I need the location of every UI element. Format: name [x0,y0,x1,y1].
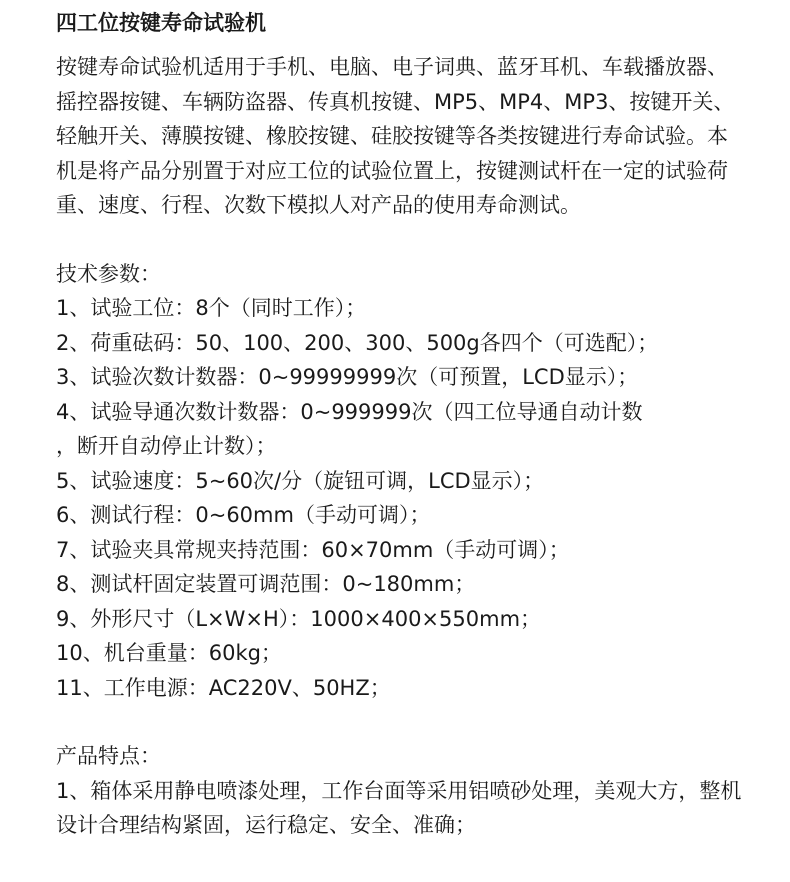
intro-paragraph: 按键寿命试验机适用于手机、电脑、电子词典、蓝牙耳机、车载播放器、摇控器按键、车辆防盗器、传真机按键、MP5、MP4、MP3、按键开关、轻触开关、薄膜按键、橡胶按键、硅胶按键等各类按键进行寿命试验。本机是将产品分别置于对应工位的试验位置上，按键测试杆在一定的试验荷重、速度、行程、次数下模拟人对产品的使用寿命测试。 [56,55,735,217]
document-title: 四工位按键寿命试验机 [56,11,266,35]
spec-item-2: 2、荷重砝码：50、100、200、300、500g各四个（可选配）； [56,330,659,355]
document-page [56,8,776,843]
specs-list [56,291,776,705]
spec-item-3: 3、试验次数计数器：0~99999999次（可预置，LCD显示）； [56,365,639,389]
spec-item-6: 6、测试行程：0~60mm（手动可调）； [56,503,431,527]
spec-item-8: 8、测试杆固定装置可调范围：0~180mm； [56,572,476,596]
features-list [56,774,746,843]
spec-item-7: 7、试验夹具常规夹持范围：60×70mm（手动可调）； [56,537,570,562]
specs-heading: 技术参数： [56,261,161,286]
spec-item-5: 5、试验速度：5~60次/分（旋钮可调，LCD显示）； [56,468,545,493]
features-heading: 产品特点： [56,744,161,768]
feature-item-1: 1、箱体采用静电喷漆处理，工作台面等采用铝喷砂处理，美观大方，整机设计合理结构紧固，运行稳定、安全、准确； [56,778,742,837]
spec-item-1: 1、试验工位：8个（同时工作）； [56,296,367,320]
spec-item-11: 11、工作电源：AC220V、50HZ； [56,675,391,700]
spec-item-10: 10、机台重量：60kg； [56,641,282,665]
spec-item-9: 9、外形尺寸（L×W×H）：1000×400×550mm； [56,606,542,631]
spec-item-4-continued: ，断开自动停止计数）； [56,434,277,458]
spec-item-4: 4、试验导通次数计数器：0~999999次（四工位导通自动计数 [56,399,643,424]
